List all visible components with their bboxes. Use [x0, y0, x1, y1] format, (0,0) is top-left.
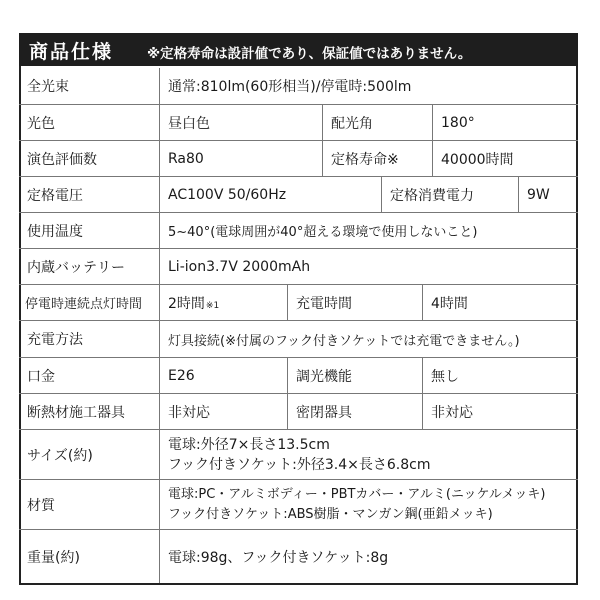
value-rated-life: 40000時間: [432, 141, 578, 176]
label-charge-time: 充電時間: [287, 285, 422, 320]
material-bulb: 電球:PC・アルミボディー・PBTカバー・アルミ(ニッケルメッキ): [168, 486, 546, 502]
label-rated-voltage: 定格電圧: [19, 177, 160, 212]
value-rated-power: 9W: [518, 177, 578, 212]
label-color-rendering: 演色評価数: [19, 141, 160, 176]
value-base: E26: [168, 367, 195, 384]
value-beam-angle: 180°: [432, 105, 578, 140]
value-color-rendering: Ra80: [168, 150, 204, 167]
label-rated-power: 定格消費電力: [381, 177, 518, 212]
row-insulation: [19, 393, 578, 429]
row-light-color: [19, 104, 578, 140]
label-rated-life: 定格寿命※: [322, 141, 432, 176]
value-sealed: 非対応: [422, 394, 578, 429]
value-rated-voltage: AC100V 50/60Hz: [168, 186, 287, 203]
label-luminous-flux: 全光束: [19, 68, 160, 104]
label-insulation: 断熱材施工器具: [19, 394, 160, 429]
value-charge-time: 4時間: [422, 285, 578, 320]
rated-life-disclaimer: ※定格寿命は設計値であり、保証値ではありません。: [147, 46, 472, 62]
row-rated-voltage: [19, 176, 578, 212]
label-charge-method: 充電方法: [19, 321, 160, 357]
size-socket: フック付きソケット:外径3.4×長さ6.8cm: [168, 456, 431, 473]
label-light-color: 光色: [19, 105, 160, 140]
row-temperature: [19, 212, 578, 248]
value-weight: 電球:98g、フック付きソケット:8g: [168, 549, 389, 566]
label-battery: 内蔵バッテリー: [19, 249, 160, 284]
value-insulation: 非対応: [168, 404, 210, 421]
value-dimming: 無し: [422, 358, 578, 393]
value-size: [160, 430, 578, 479]
value-material: [160, 480, 578, 529]
size-bulb: 電球:外径7×長さ13.5cm: [168, 436, 330, 453]
value-backup-time: [160, 285, 287, 320]
row-battery: [19, 248, 578, 284]
label-dimming: 調光機能: [287, 358, 422, 393]
row-weight: [19, 529, 578, 583]
label-size: サイズ(約): [19, 430, 160, 479]
row-material: [19, 479, 578, 529]
label-temperature: 使用温度: [19, 213, 160, 248]
spec-title: 商品仕様: [29, 41, 114, 63]
label-backup-time: 停電時連続点灯時間: [19, 285, 160, 320]
value-light-color: 昼白色: [168, 115, 210, 132]
material-socket: フック付きソケット:ABS樹脂・マンガン鋼(亜鉛メッキ): [168, 506, 493, 522]
backup-time-footnote: ※1: [205, 300, 220, 311]
label-sealed: 密閉器具: [287, 394, 422, 429]
label-beam-angle: 配光角: [322, 105, 432, 140]
label-base: 口金: [19, 358, 160, 393]
spec-header: [19, 33, 578, 66]
backup-time-text: 2時間: [168, 295, 205, 312]
value-temperature: 5~40°(電球周囲が40°超える環境で使用しないこと): [168, 225, 478, 240]
value-battery: Li-ion3.7V 2000mAh: [168, 258, 311, 275]
row-size: [19, 429, 578, 479]
row-base: [19, 357, 578, 393]
row-color-rendering: [19, 140, 578, 176]
value-charge-method: 灯具接続(※付属のフック付きソケットでは充電できません。): [168, 333, 520, 349]
row-charge-method: [19, 320, 578, 357]
value-luminous-flux: 通常:810lm(60形相当)/停電時:500lm: [168, 79, 412, 95]
label-material: 材質: [19, 480, 160, 529]
row-luminous-flux: [19, 68, 578, 104]
row-backup-time: [19, 284, 578, 320]
label-weight: 重量(約): [19, 530, 160, 583]
